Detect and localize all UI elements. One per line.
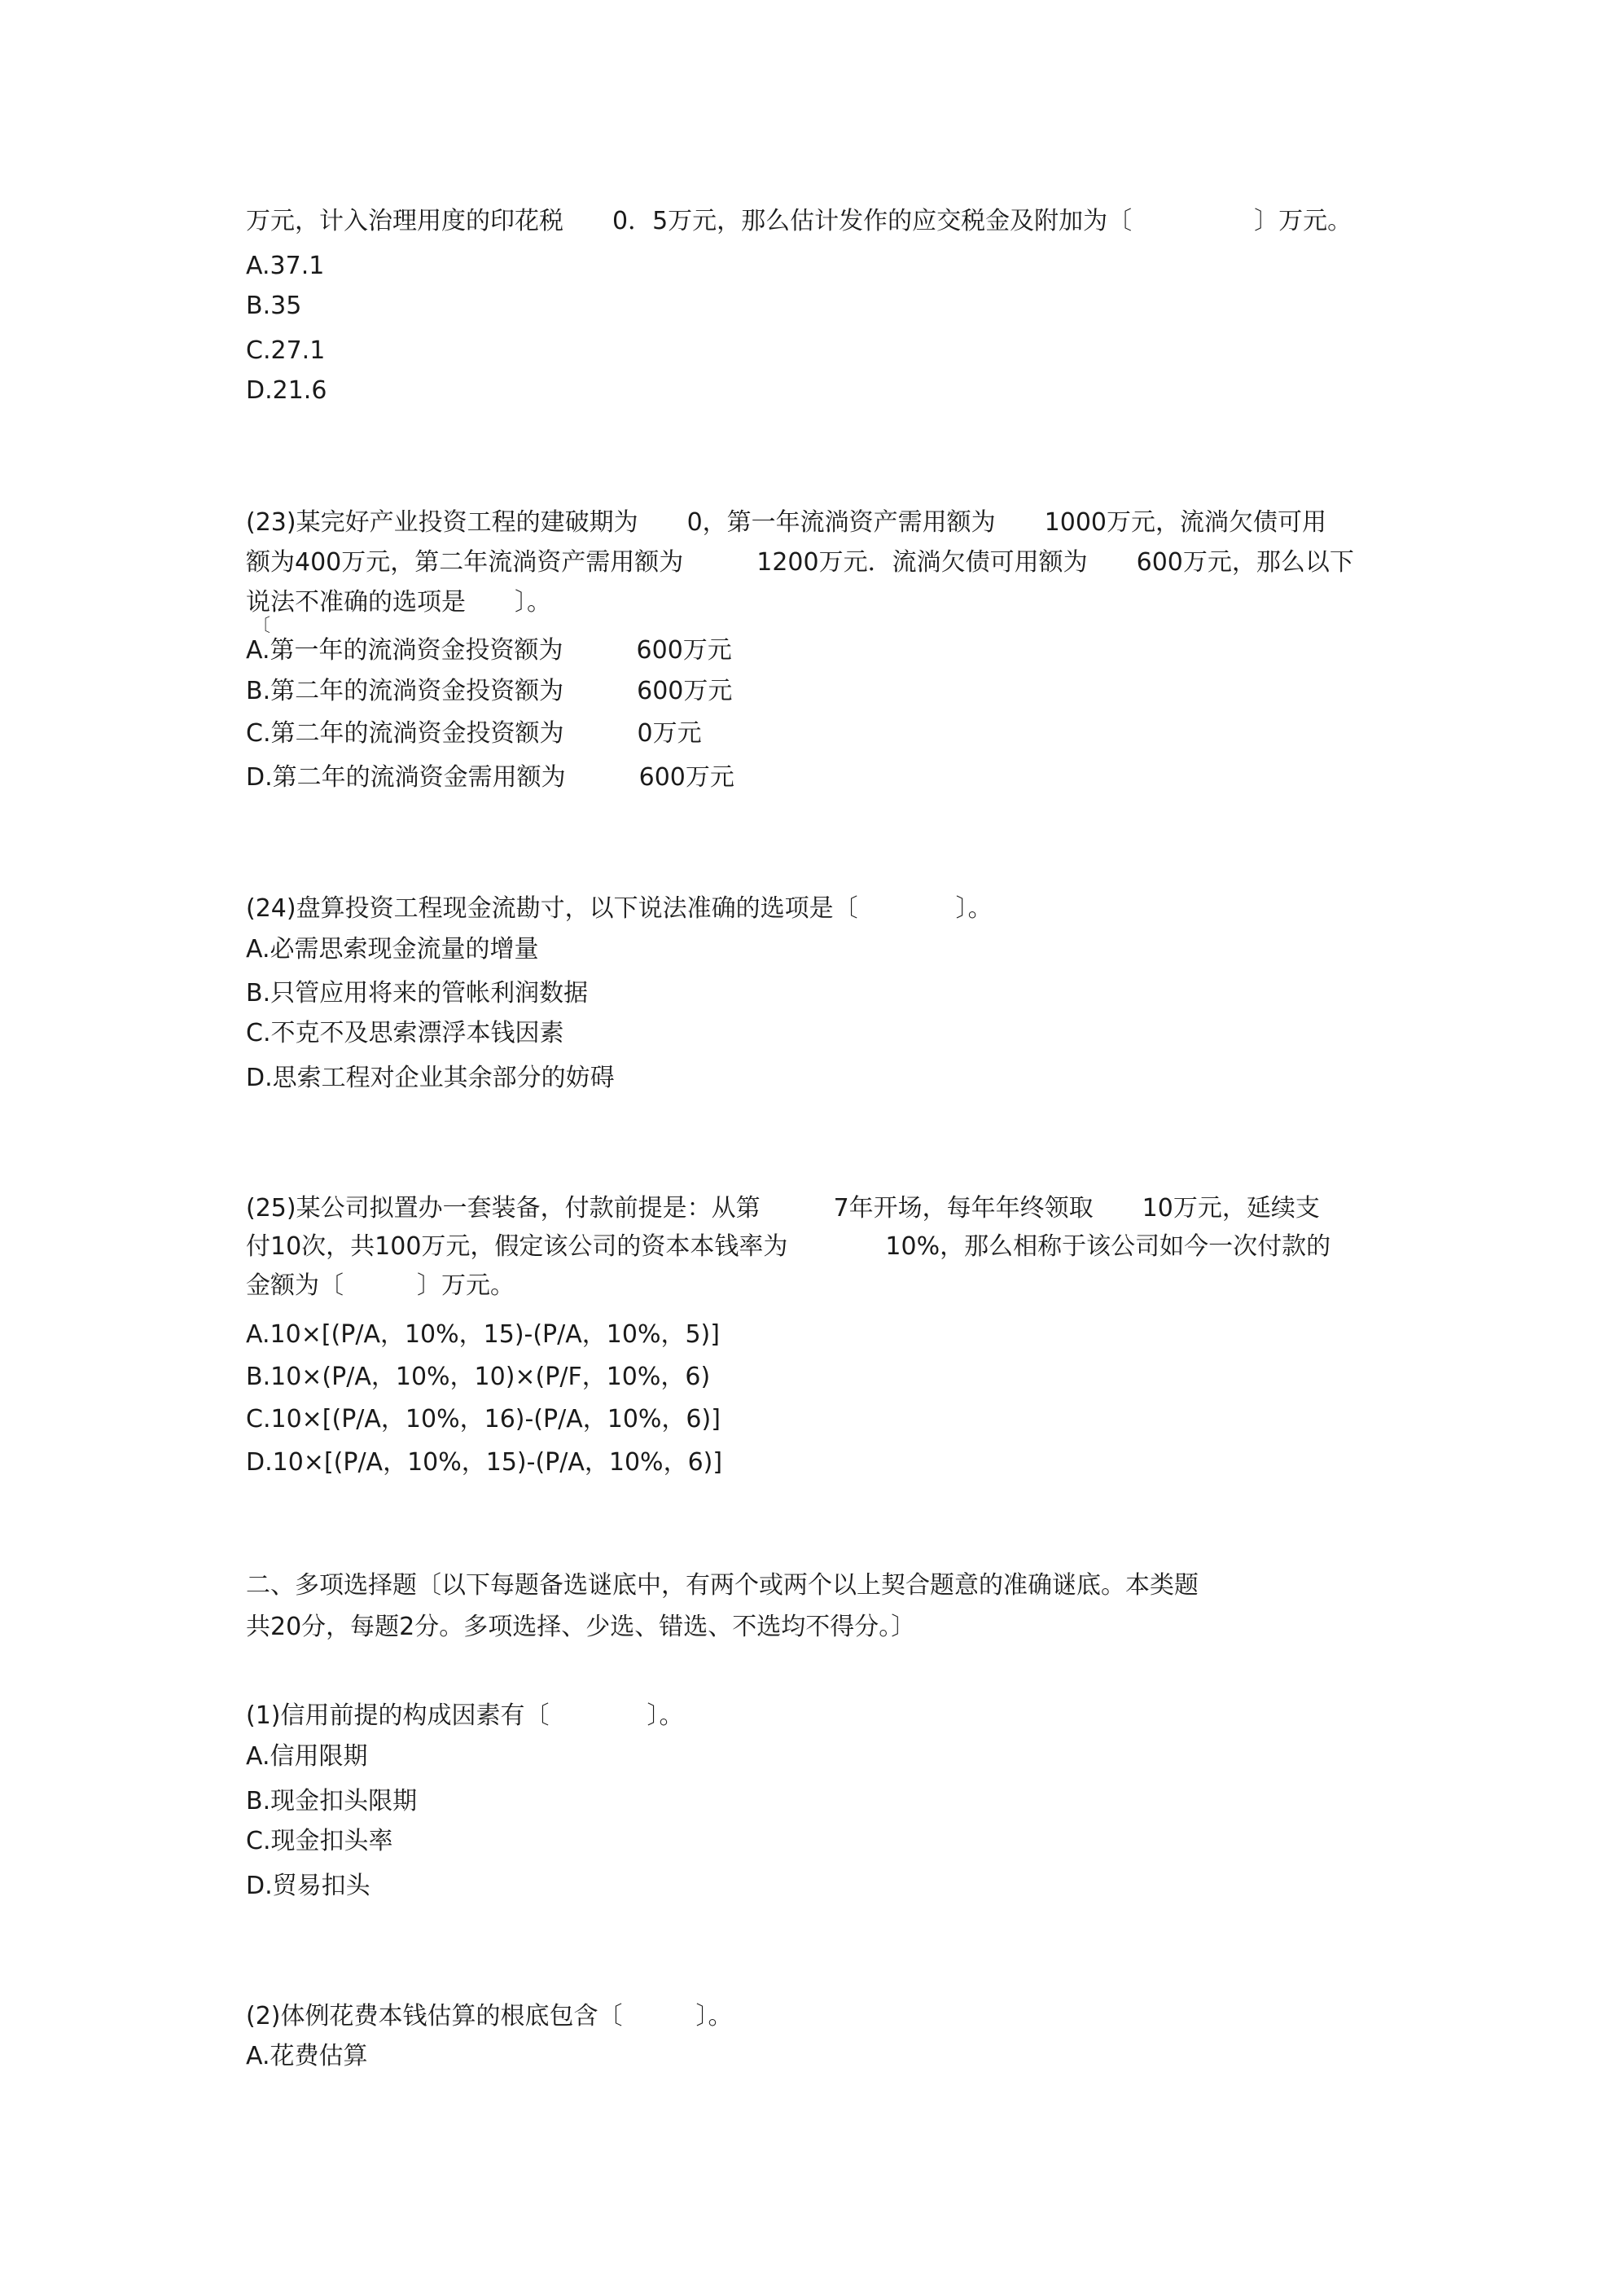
q23-option-d: D.第二年的流淌资金需用额为 600万元 — [246, 763, 734, 792]
q22-option-b: B.35 — [246, 292, 302, 320]
q23-stem-line-1: (23)某完好产业投资工程的建破期为 0，第一年流淌资产需用额为 1000万元，流淌欠债可用 — [246, 508, 1327, 537]
mq1-option-b: B.现金扣头限期 — [246, 1787, 418, 1815]
q24-option-c: C.不克不及思索漂浮本钱因素 — [246, 1019, 564, 1047]
q24-option-d: D.思索工程对企业其余部分的妨碍 — [246, 1064, 615, 1092]
mq1-option-d: D.贸易扣头 — [246, 1872, 370, 1900]
q25-stem-line-1: (25)某公司拟置办一套装备，付款前提是：从第 7年开场，每年年终领取 10万元，延续支 — [246, 1194, 1320, 1223]
section-2-heading-line-2: 共20分，每题2分。多项选择、少选、错选、不选均不得分。〕 — [246, 1613, 916, 1641]
mq2-option-a: A.花费估算 — [246, 2042, 368, 2070]
mq1-option-a: A.信用限期 — [246, 1742, 368, 1771]
q24-option-b: B.只管应用将来的管帐利润数据 — [246, 979, 589, 1008]
q23-stem-line-2: 额为400万元，第二年流淌资产需用额为 1200万元．流淌欠债可用额为 600万元，那么以下 — [246, 548, 1354, 577]
q23-option-b: B.第二年的流淌资金投资额为 600万元 — [246, 677, 733, 705]
q24-option-a: A.必需思索现金流量的增量 — [246, 935, 539, 964]
mq1-stem: (1)信用前提的构成因素有〔 〕。 — [246, 1701, 684, 1730]
q25-option-a: A.10×[(P/A，10%，15)-(P/A，10%，5)] — [246, 1320, 720, 1349]
q25-option-c: C.10×[(P/A，10%，16)-(P/A，10%，6)] — [246, 1405, 721, 1433]
q23-stem-line-3: 说法不准确的选项是 〕。 — [246, 588, 551, 617]
mq1-option-c: C.现金扣头率 — [246, 1827, 393, 1855]
q25-option-d: D.10×[(P/A，10%，15)-(P/A，10%，6)] — [246, 1448, 723, 1477]
mq2-stem: (2)体例花费本钱估算的根底包含〔 〕。 — [246, 2002, 733, 2030]
q23-option-c: C.第二年的流淌资金投资额为 0万元 — [246, 719, 702, 748]
q23-bracket-fragment: 〔 — [252, 616, 271, 636]
q23-option-a: A.第一年的流淌资金投资额为 600万元 — [246, 636, 732, 665]
q22-option-a: A.37.1 — [246, 252, 325, 280]
q22-option-c: C.27.1 — [246, 336, 326, 365]
section-2-heading-line-1: 二、多项选择题〔以下每题备选谜底中，有两个或两个以上契合题意的准确谜底。本类题 — [246, 1571, 1199, 1600]
q24-stem: (24)盘算投资工程现金流勘寸，以下说法准确的选项是〔 〕。 — [246, 894, 993, 923]
q22-option-d: D.21.6 — [246, 376, 327, 405]
q22-stem-tail: 万元，计入治理用度的印花税 0．5万元，那么估计发作的应交税金及附加为〔 〕万元。 — [246, 207, 1352, 235]
q25-stem-line-2: 付10次，共100万元，假定该公司的资本本钱率为 10%，那么相称于该公司如今一次付款的 — [246, 1232, 1331, 1261]
q25-stem-line-3: 金额为〔 〕万元。 — [246, 1271, 515, 1300]
q25-option-b: B.10×(P/A，10%，10)×(P/F，10%，6) — [246, 1363, 711, 1391]
